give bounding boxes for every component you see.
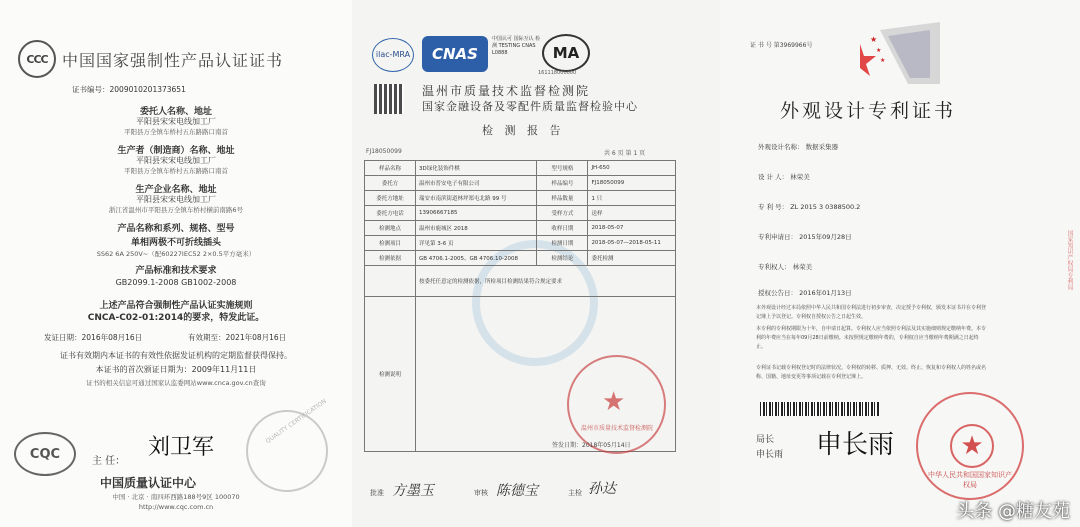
factory-addr: 浙江省温州市平阳县万全镇车桥村横前南路6号 <box>108 206 244 214</box>
cnas-logo-text: 中国认可 国际互认 检测 TESTING CNAS L0888 <box>492 36 541 56</box>
table-row <box>365 266 676 297</box>
barcode <box>760 402 880 416</box>
product-model: SS62 6A 250V~（配60227IEC52 2×0.5平方毫米） <box>96 250 256 258</box>
cqc-seal: QUALITY CERTIFICATION <box>246 410 328 492</box>
ccc-certificate <box>0 0 352 527</box>
validity-note: 证书有效期内本证书的有效性依据发证机构的定期监督获得保持。 <box>60 351 292 360</box>
head-name-label: 申长雨 <box>756 450 784 460</box>
report-org-line-2: 国家金融设备及零配件质量监督检验中心 <box>422 100 638 113</box>
table-value-cell: 温州市普安电子有限公司 <box>416 176 537 191</box>
table-label-cell: 检测日期 <box>537 236 588 251</box>
applicant-addr: 平阳县万全镇车桥村五东路路口南首 <box>124 128 228 136</box>
head-signature: 申长雨 <box>816 430 895 460</box>
table-value-cell: 瑞安市南滨街道林坪郑屯北路 99 号 <box>416 191 537 206</box>
table-value-cell: 送样 <box>588 206 676 221</box>
cnas-logo: CNAS <box>422 36 488 72</box>
table-label-cell: 检测依据 <box>365 251 416 266</box>
national-emblem-icon: ★ <box>950 424 994 468</box>
patent-seal: ★ 中华人民共和国国家知识产权局 <box>916 392 1024 500</box>
svg-text:★: ★ <box>876 47 882 54</box>
org-address: 中国 · 北京 · 南四环西路188号9区 100070 <box>112 493 240 501</box>
cma-logo: MA <box>542 34 590 72</box>
patent-title: 外观设计专利证书 <box>780 100 957 122</box>
svg-text:★: ★ <box>880 57 886 64</box>
grant-date: 授权公告日： 2016年01月13日 <box>758 289 852 297</box>
conclusion-text: 按委托任意定的检测依据，所检项目检测结果符合规定要求 <box>416 266 676 297</box>
report-number: FJ18050099 <box>366 148 402 155</box>
rule-line-1: 上述产品符合强制性产品认证实施规则 <box>99 301 253 311</box>
maker-name: 平阳县宋宋电线加工厂 <box>136 156 216 165</box>
table-row <box>365 236 676 251</box>
patent-certificate <box>720 0 1080 527</box>
table-label-cell: 委托方 <box>365 176 416 191</box>
applicant-label: 委托人名称、地址 <box>139 107 212 117</box>
standard-label: 产品标准和技术要求 <box>135 266 217 276</box>
maker-addr: 平阳县万全镇车桥村五东路路口南首 <box>124 167 228 175</box>
table-value-cell: 1 只 <box>588 191 676 206</box>
designer: 设 计 人： 林荣美 <box>758 173 810 181</box>
maker-label: 生产者（制造商）名称、地址 <box>117 146 235 156</box>
ccc-title: 中国国家强制性产品认证证书 <box>62 51 284 70</box>
table-row <box>365 251 676 266</box>
source-watermark: 头条 @糖友苑 <box>956 501 1070 522</box>
issue-date: 发证日期：2016年08月16日 <box>44 333 143 342</box>
org-website: http://www.cqc.com.cn <box>138 503 214 511</box>
patent-paragraph-2: 本专利的专利权期限为十年，自申请日起算。专利权人应当依照专利法及其实施细则规定缴纳年费。本专利的年费应当在每年09月28日前缴纳。未按照规定缴纳年费的，专利权自应当缴纳年费期满之日起终止。 <box>756 326 987 350</box>
table-value-cell: 13906667185 <box>416 206 537 221</box>
table-label-cell: 样品数量 <box>537 191 588 206</box>
table-value-cell: 3D绿化装饰件棋 <box>416 161 537 176</box>
cqc-logo: CQC <box>14 432 76 476</box>
side-stamp: 国家知识产权局专利局 <box>1066 230 1073 290</box>
report-seal: ★ 温州市质量技术监督检测院 <box>567 355 666 454</box>
table-value-cell: 温州市鹿城区 2018 <box>416 221 537 236</box>
head-title-label: 局长 <box>756 435 775 445</box>
product-label: 产品名称和系列、规格、型号 <box>117 224 235 234</box>
patent-holder: 专利权人： 林荣美 <box>758 263 813 271</box>
approver-label: 批准 <box>370 489 384 497</box>
table-value-cell: JH-650 <box>588 161 676 176</box>
chief-label: 主 任： <box>92 456 126 467</box>
first-issue-note: 本证书的首次颁证日期为：2009年11月11日 <box>95 365 257 374</box>
apply-date: 专利申请日： 2015年09月28日 <box>758 233 852 241</box>
valid-date: 有效期至：2021年08月16日 <box>188 333 287 342</box>
reviewer-signature: 陈德宝 <box>496 483 538 499</box>
patent-paragraph-1: 本外观设计经过本局依照中华人民共和国专利法进行初步审查，决定授予专利权，颁发本证书并在专利登记簿上予以登记。专利权自授权公告之日起生效。 <box>756 305 987 320</box>
tester-signature: 孙达 <box>588 481 616 497</box>
cma-number: 161118000000 <box>538 70 577 76</box>
ilac-mra-logo: ilac-MRA <box>372 38 414 72</box>
rule-line-2: CNCA-C02-01:2014的要求，特发此证。 <box>87 313 265 323</box>
standard-value: GB2099.1-2008 GB1002-2008 <box>115 278 237 287</box>
factory-name: 平阳县宋宋电线加工厂 <box>136 195 216 204</box>
patent-cert-number: 证 书 号 第3969966号 <box>750 42 813 49</box>
table-label-cell: 样品编号 <box>537 176 588 191</box>
table-label-cell: 收样日期 <box>537 221 588 236</box>
table-row <box>365 191 676 206</box>
tester-label: 主检 <box>568 489 582 497</box>
patent-emblem-icon <box>860 22 940 84</box>
applicant-name: 平阳县宋宋电线加工厂 <box>136 117 216 126</box>
svg-text:★: ★ <box>870 35 878 44</box>
report-page: 共 6 页 第 1 页 <box>604 150 646 157</box>
report-title: 检 测 报 告 <box>482 124 565 137</box>
table-row <box>365 206 676 221</box>
table-value-cell: 详见第 3-6 页 <box>416 236 537 251</box>
test-report <box>352 0 720 527</box>
org-name: 中国质量认证中心 <box>100 476 197 490</box>
table-label-cell: 委托方地址 <box>365 191 416 206</box>
report-org-line-1: 温州市质量技术监督检测院 <box>422 84 591 98</box>
design-name: 外观设计名称： 数据采集器 <box>758 143 839 151</box>
reviewer-label: 审核 <box>474 489 488 497</box>
qr-code <box>374 84 404 114</box>
cert-no: 证书编号：2009010201373651 <box>72 85 186 94</box>
table-label-cell: 检测地点 <box>365 221 416 236</box>
patent-paragraph-3: 专利证书记载专利权登记时的法律状况。专利权的转移、质押、无效、终止、恢复和专利权人的姓名或名称、国籍、地址变更等事项记载在专利登记簿上。 <box>756 365 987 380</box>
ccc-logo: CCC <box>18 40 56 78</box>
query-note: 证书的相关信息可通过国家认监委网站www.cnca.gov.cn查询 <box>86 379 266 387</box>
table-value-cell: GB 4706.1-2005、GB 4706.10-2008 <box>416 251 537 266</box>
factory-label: 生产企业名称、地址 <box>135 185 217 195</box>
table-row <box>365 221 676 236</box>
patent-number: 专 利 号： ZL 2015 3 0388500.2 <box>758 203 861 211</box>
table-row <box>365 161 676 176</box>
table-label-cell: 委托方电话 <box>365 206 416 221</box>
sign-date: 签发日期：2018年05月14日 <box>552 442 631 449</box>
table-label-cell: 样品名称 <box>365 161 416 176</box>
product-name: 单相两极不可折线插头 <box>130 238 221 248</box>
table-label-cell: 型号规格 <box>537 161 588 176</box>
table-value-cell: 2018-05-07 <box>588 221 676 236</box>
remark-label: 检测说明 <box>365 297 416 452</box>
table-value-cell: 委托检测 <box>588 251 676 266</box>
chief-signature: 刘卫军 <box>148 435 215 460</box>
table-label-cell: 检测结论 <box>537 251 588 266</box>
table-label-cell: 检测项目 <box>365 236 416 251</box>
approver-signature: 方墨玉 <box>392 483 434 499</box>
table-value-cell: 2018-05-07—2018-05-11 <box>588 236 676 251</box>
table-label-cell: 受样方式 <box>537 206 588 221</box>
table-row <box>365 176 676 191</box>
table-value-cell: FJ18050099 <box>588 176 676 191</box>
